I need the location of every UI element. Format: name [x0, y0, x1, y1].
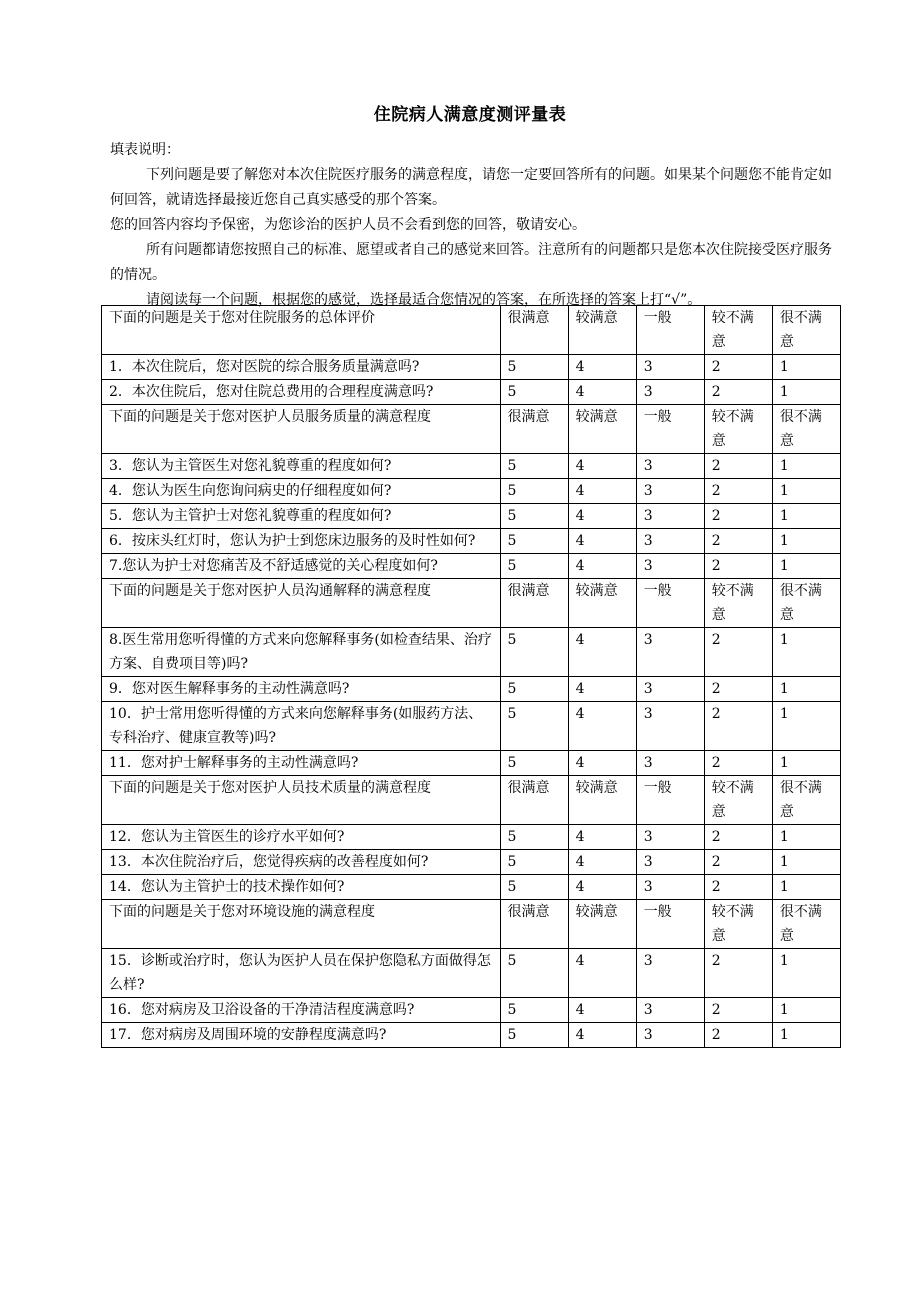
score-option[interactable]: 5: [500, 875, 568, 900]
question-text: 5．您认为主管护士对您礼貌尊重的程度如何?: [102, 504, 501, 529]
question-text: 12．您认为主管医生的诊疗水平如何?: [102, 825, 501, 850]
score-option[interactable]: 1: [772, 529, 840, 554]
instructions-paragraph-3: 所有问题都请您按照自己的标准、愿望或者自己的感觉来回答。注意所有的问题都只是您本次住院接受医疗服务的情况。: [110, 242, 832, 283]
rating-label: 很满意: [500, 579, 568, 628]
score-option[interactable]: 4: [568, 380, 636, 405]
score-option[interactable]: 2: [704, 554, 772, 579]
score-option[interactable]: 2: [704, 355, 772, 380]
score-option[interactable]: 3: [636, 554, 704, 579]
score-option[interactable]: 4: [568, 998, 636, 1023]
score-option[interactable]: 3: [636, 479, 704, 504]
score-option[interactable]: 5: [500, 850, 568, 875]
question-text: 13．本次住院治疗后，您觉得疾病的改善程度如何?: [102, 850, 501, 875]
section-header-text: 下面的问题是关于您对医护人员沟通解释的满意程度: [102, 579, 501, 628]
score-option[interactable]: 4: [568, 677, 636, 702]
score-option[interactable]: 1: [772, 554, 840, 579]
question-row: [102, 479, 841, 504]
rating-label: 较不满意: [704, 405, 772, 454]
score-option[interactable]: 2: [704, 850, 772, 875]
question-text: 10．护士常用您听得懂的方式来向您解释事务(如服药方法、专科治疗、健康宣教等)吗?: [102, 702, 501, 751]
score-option[interactable]: 2: [704, 702, 772, 751]
score-option[interactable]: 3: [636, 677, 704, 702]
score-option[interactable]: 5: [500, 1023, 568, 1048]
rating-label: 较满意: [568, 306, 636, 355]
question-row: [102, 554, 841, 579]
score-option[interactable]: 3: [636, 875, 704, 900]
question-text: 4．您认为医生向您询问病史的仔细程度如何?: [102, 479, 501, 504]
score-option[interactable]: 2: [704, 949, 772, 998]
score-option[interactable]: 5: [500, 751, 568, 776]
instructions-paragraph-2: 您的回答内容均予保密，为您诊治的医护人员不会看到您的回答，敬请安心。: [110, 217, 586, 233]
score-option[interactable]: 1: [772, 751, 840, 776]
score-option[interactable]: 1: [772, 702, 840, 751]
survey-table: [101, 305, 841, 1048]
rating-label: 较不满意: [704, 579, 772, 628]
score-option[interactable]: 5: [500, 554, 568, 579]
score-option[interactable]: 4: [568, 875, 636, 900]
score-option[interactable]: 5: [500, 702, 568, 751]
question-row: [102, 875, 841, 900]
question-text: 15．诊断或治疗时，您认为医护人员在保护您隐私方面做得怎么样?: [102, 949, 501, 998]
question-text: 17．您对病房及周围环境的安静程度满意吗?: [102, 1023, 501, 1048]
question-row: [102, 529, 841, 554]
question-row: [102, 825, 841, 850]
score-option[interactable]: 4: [568, 504, 636, 529]
score-option[interactable]: 5: [500, 355, 568, 380]
question-row: [102, 850, 841, 875]
question-row: [102, 702, 841, 751]
score-option[interactable]: 2: [704, 454, 772, 479]
score-option[interactable]: 2: [704, 998, 772, 1023]
rating-label: 较不满意: [704, 306, 772, 355]
question-row: [102, 949, 841, 998]
score-option[interactable]: 4: [568, 751, 636, 776]
question-row: [102, 355, 841, 380]
score-option[interactable]: 4: [568, 702, 636, 751]
instructions: [110, 138, 845, 313]
section-header-row: [102, 405, 841, 454]
score-option[interactable]: 1: [772, 628, 840, 677]
section-header-row: [102, 776, 841, 825]
page-title: 住院病人满意度测评量表: [373, 105, 567, 125]
section-header-text: 下面的问题是关于您对医护人员服务质量的满意程度: [102, 405, 501, 454]
rating-label: 较不满意: [704, 900, 772, 949]
score-option[interactable]: 3: [636, 751, 704, 776]
question-row: [102, 677, 841, 702]
rating-label: 一般: [636, 306, 704, 355]
score-option[interactable]: 1: [772, 380, 840, 405]
survey-table-body: [102, 306, 841, 1048]
score-option[interactable]: 3: [636, 850, 704, 875]
section-header-text: 下面的问题是关于您对医护人员技术质量的满意程度: [102, 776, 501, 825]
section-header-text: 下面的问题是关于您对住院服务的总体评价: [102, 306, 501, 355]
section-header-row: [102, 306, 841, 355]
score-option[interactable]: 1: [772, 355, 840, 380]
question-row: [102, 998, 841, 1023]
score-option[interactable]: 5: [500, 529, 568, 554]
question-text: 16．您对病房及卫浴设备的干净清洁程度满意吗?: [102, 998, 501, 1023]
score-option[interactable]: 3: [636, 949, 704, 998]
question-row: [102, 380, 841, 405]
question-row: [102, 454, 841, 479]
rating-label: 很满意: [500, 900, 568, 949]
rating-label: 一般: [636, 776, 704, 825]
score-option[interactable]: 2: [704, 677, 772, 702]
score-option[interactable]: 4: [568, 850, 636, 875]
score-option[interactable]: 2: [704, 504, 772, 529]
rating-label: 很不满意: [772, 579, 840, 628]
section-header-row: [102, 579, 841, 628]
section-header-text: 下面的问题是关于您对环境设施的满意程度: [102, 900, 501, 949]
rating-label: 较不满意: [704, 776, 772, 825]
rating-label: 一般: [636, 405, 704, 454]
score-option[interactable]: 4: [568, 628, 636, 677]
score-option[interactable]: 3: [636, 702, 704, 751]
rating-label: 一般: [636, 579, 704, 628]
instructions-heading: 填表说明：: [110, 142, 180, 158]
score-option[interactable]: 3: [636, 504, 704, 529]
score-option[interactable]: 3: [636, 825, 704, 850]
score-option[interactable]: 2: [704, 825, 772, 850]
score-option[interactable]: 1: [772, 875, 840, 900]
score-option[interactable]: 4: [568, 1023, 636, 1048]
score-option[interactable]: 3: [636, 628, 704, 677]
question-text: 2．本次住院后，您对住院总费用的合理程度满意吗?: [102, 380, 501, 405]
score-option[interactable]: 2: [704, 380, 772, 405]
score-option[interactable]: 1: [772, 454, 840, 479]
score-option[interactable]: 3: [636, 454, 704, 479]
rating-label: 较满意: [568, 900, 636, 949]
score-option[interactable]: 2: [704, 1023, 772, 1048]
rating-label: 很不满意: [772, 405, 840, 454]
rating-label: 很满意: [500, 405, 568, 454]
score-option[interactable]: 5: [500, 504, 568, 529]
score-option[interactable]: 1: [772, 479, 840, 504]
score-option[interactable]: 1: [772, 677, 840, 702]
question-row: [102, 504, 841, 529]
instructions-paragraph-1: 下列问题是要了解您对本次住院医疗服务的满意程度，请您一定要回答所有的问题。如果某个问题您不能肯定如何回答，就请选择最接近您自己真实感受的那个答案。: [110, 167, 832, 208]
score-option[interactable]: 4: [568, 479, 636, 504]
score-option[interactable]: 3: [636, 355, 704, 380]
score-option[interactable]: 2: [704, 479, 772, 504]
question-text: 9．您对医生解释事务的主动性满意吗?: [102, 677, 501, 702]
rating-label: 很不满意: [772, 900, 840, 949]
score-option[interactable]: 5: [500, 380, 568, 405]
rating-label: 很不满意: [772, 776, 840, 825]
score-option[interactable]: 5: [500, 825, 568, 850]
score-option[interactable]: 5: [500, 479, 568, 504]
rating-label: 较满意: [568, 776, 636, 825]
instructions-paragraph-4: 请阅读每一个问题，根据您的感觉，选择最适合您情况的答案，在所选择的答案上打“√”。: [146, 292, 702, 308]
question-row: [102, 1023, 841, 1048]
score-option[interactable]: 3: [636, 380, 704, 405]
score-option[interactable]: 5: [500, 998, 568, 1023]
question-text: 1．本次住院后，您对医院的综合服务质量满意吗?: [102, 355, 501, 380]
rating-label: 很满意: [500, 306, 568, 355]
score-option[interactable]: 1: [772, 998, 840, 1023]
question-text: 8.医生常用您听得懂的方式来向您解释事务(如检查结果、治疗方案、自费项目等)吗?: [102, 628, 501, 677]
question-text: 3．您认为主管医生对您礼貌尊重的程度如何?: [102, 454, 501, 479]
question-row: [102, 751, 841, 776]
question-text: 14．您认为主管护士的技术操作如何?: [102, 875, 501, 900]
score-option[interactable]: 2: [704, 529, 772, 554]
question-text: 6．按床头红灯时，您认为护士到您床边服务的及时性如何?: [102, 529, 501, 554]
score-option[interactable]: 3: [636, 529, 704, 554]
rating-label: 较满意: [568, 405, 636, 454]
score-option[interactable]: 4: [568, 949, 636, 998]
score-option[interactable]: 5: [500, 628, 568, 677]
question-text: 7.您认为护士对您痛苦及不舒适感觉的关心程度如何?: [102, 554, 501, 579]
score-option[interactable]: 4: [568, 554, 636, 579]
question-text: 11．您对护士解释事务的主动性满意吗?: [102, 751, 501, 776]
score-option[interactable]: 2: [704, 751, 772, 776]
score-option[interactable]: 1: [772, 949, 840, 998]
question-row: [102, 628, 841, 677]
score-option[interactable]: 5: [500, 454, 568, 479]
section-header-row: [102, 900, 841, 949]
score-option[interactable]: 4: [568, 355, 636, 380]
score-option[interactable]: 1: [772, 850, 840, 875]
rating-label: 很不满意: [772, 306, 840, 355]
score-option[interactable]: 2: [704, 875, 772, 900]
rating-label: 很满意: [500, 776, 568, 825]
score-option[interactable]: 1: [772, 825, 840, 850]
score-option[interactable]: 1: [772, 504, 840, 529]
score-option[interactable]: 5: [500, 677, 568, 702]
score-option[interactable]: 4: [568, 529, 636, 554]
score-option[interactable]: 3: [636, 1023, 704, 1048]
score-option[interactable]: 2: [704, 628, 772, 677]
score-option[interactable]: 3: [636, 998, 704, 1023]
score-option[interactable]: 1: [772, 1023, 840, 1048]
rating-label: 较满意: [568, 579, 636, 628]
score-option[interactable]: 4: [568, 825, 636, 850]
score-option[interactable]: 4: [568, 454, 636, 479]
rating-label: 一般: [636, 900, 704, 949]
score-option[interactable]: 5: [500, 949, 568, 998]
